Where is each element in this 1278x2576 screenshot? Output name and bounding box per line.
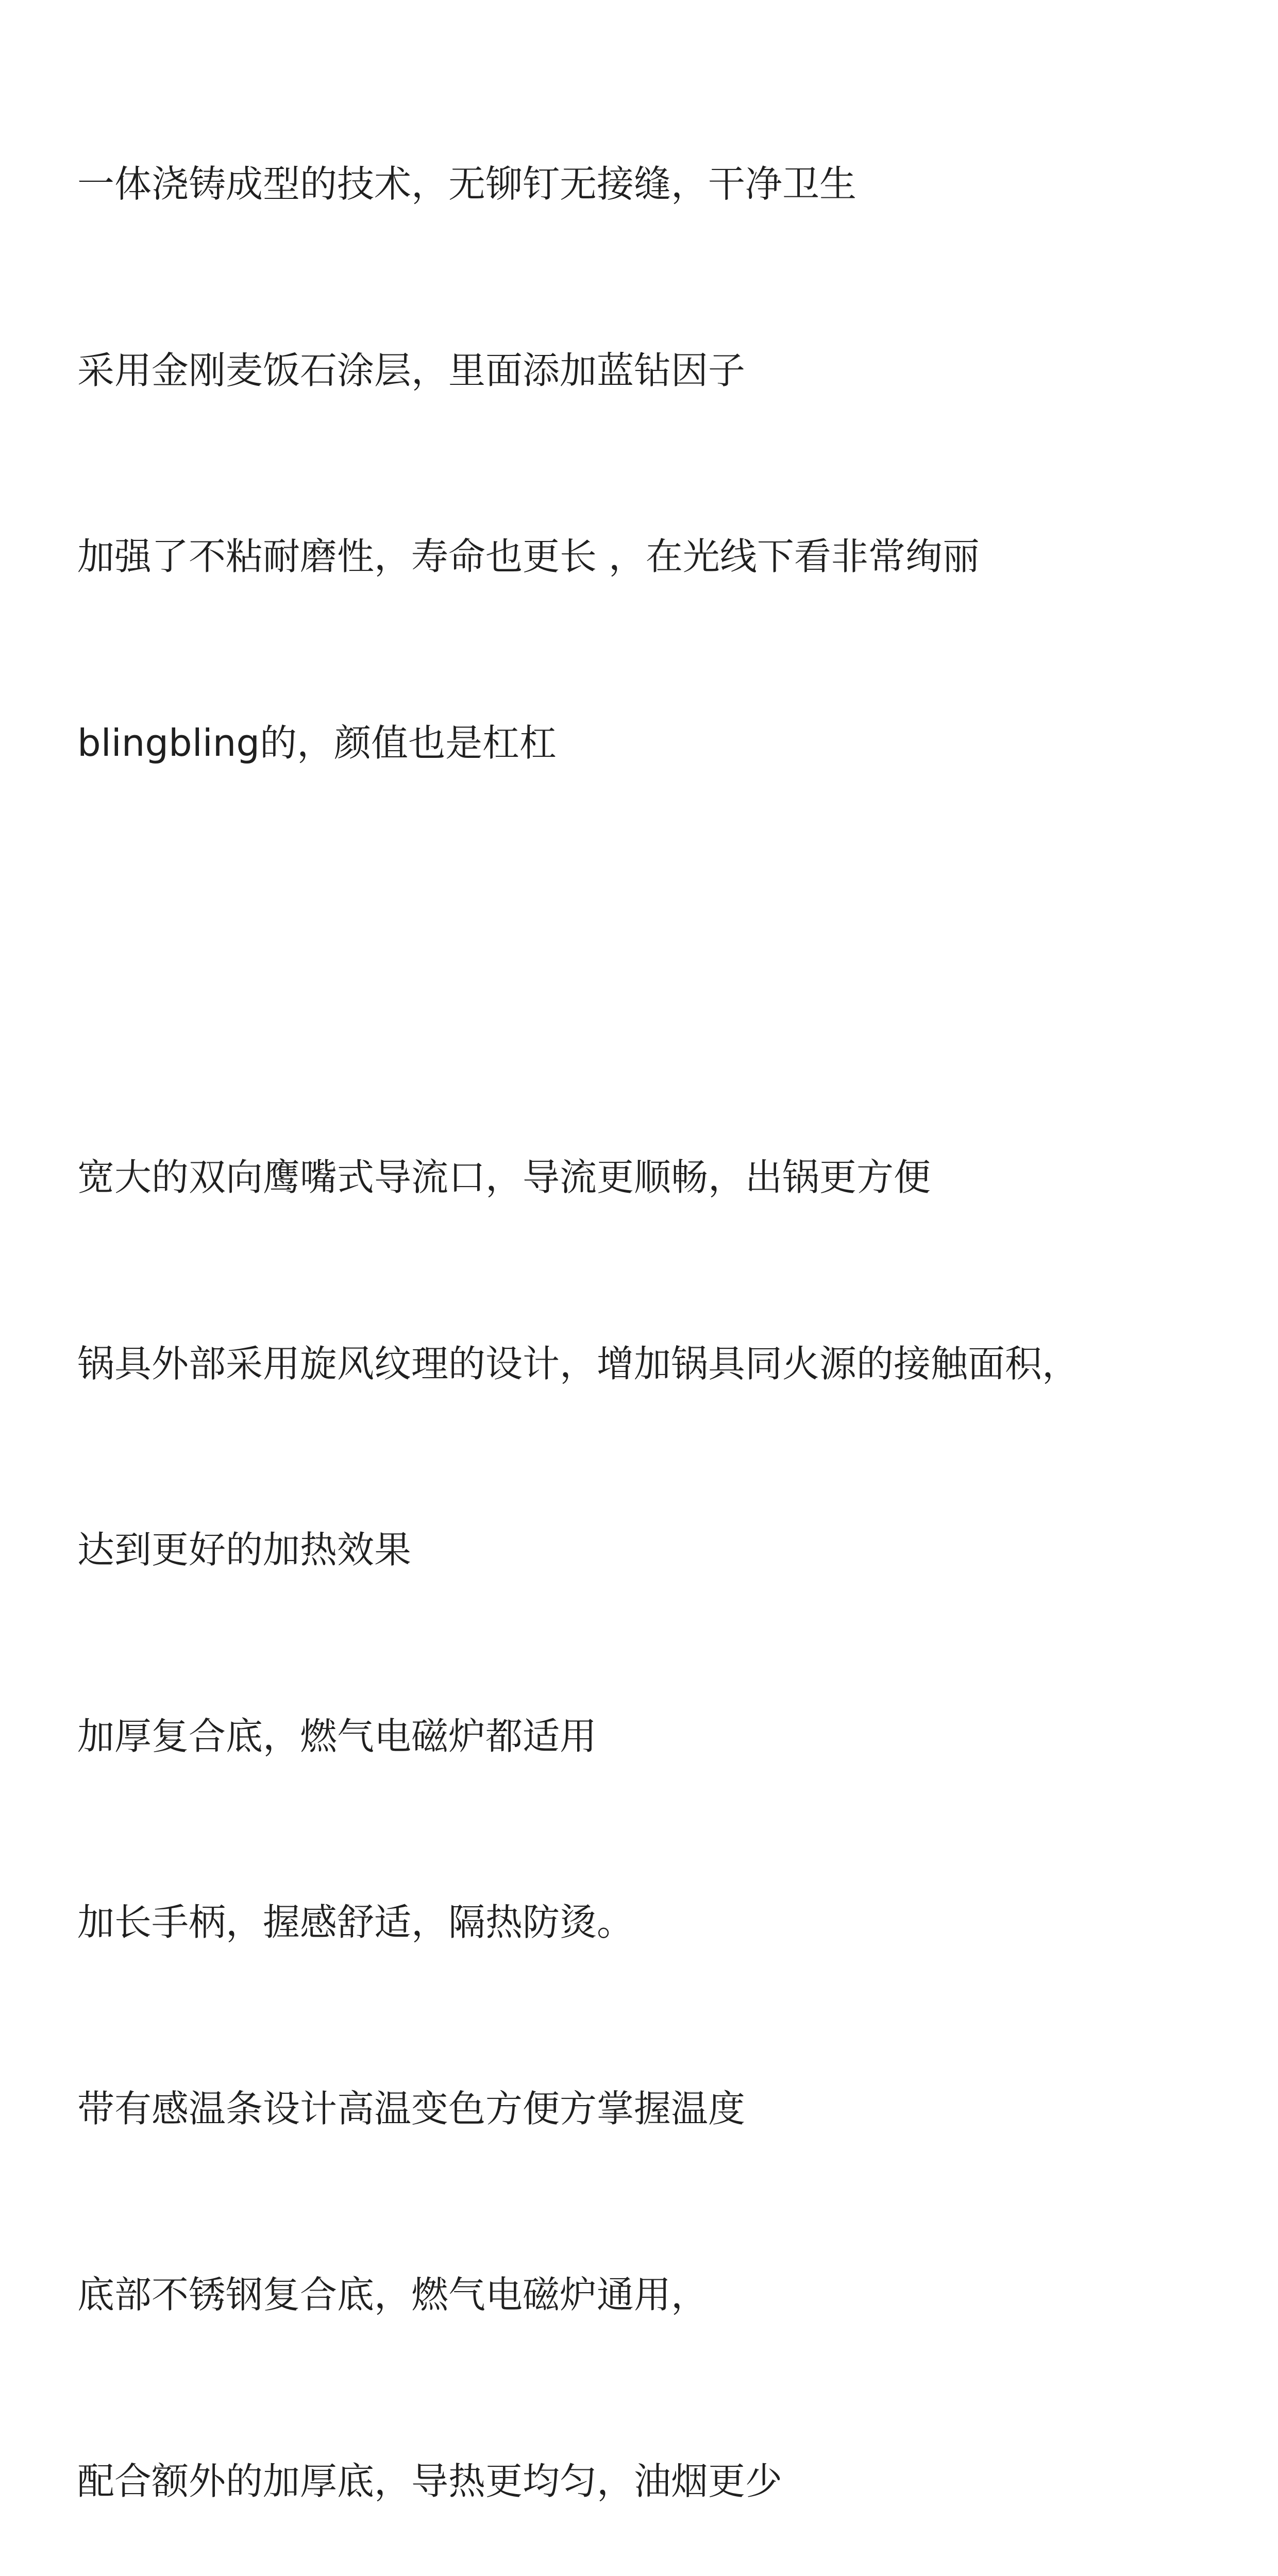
product-description (77, 29, 1263, 2576)
text-line: 锅具外部采用旋风纹理的设计，增加锅具同火源的接触面积， (77, 1342, 1080, 1385)
text-line: blingbling的，颜值也是杠杠 (77, 721, 557, 765)
text-line: 采用金刚麦饭石涂层，里面添加蓝钻因子 (77, 348, 746, 392)
text-line: 配合额外的加厚底，导热更均匀，油烟更少 (77, 2459, 783, 2503)
text-line: 加长手柄，握感舒适，隔热防烫。 (77, 1901, 634, 1944)
text-line: 加厚复合底，燃气电磁炉都适用 (77, 1714, 597, 1758)
text-line: 一体浇铸成型的技术，无铆钉无接缝，干净卫生 (77, 162, 857, 206)
text-line: 达到更好的加热效果 (77, 1528, 412, 1571)
text-line: 带有感温条设计高温变色方便方掌握温度 (77, 2087, 746, 2130)
paragraph-gap (77, 898, 1263, 960)
text-line: 宽大的双向鹰嘴式导流口，导流更顺畅，出锅更方便 (77, 1156, 931, 1199)
text-line: 加强了不粘耐磨性，寿命也更长 ，在光线下看非常绚丽 (77, 535, 980, 578)
text-line: 底部不锈钢复合底，燃气电磁炉通用， (77, 2273, 709, 2316)
